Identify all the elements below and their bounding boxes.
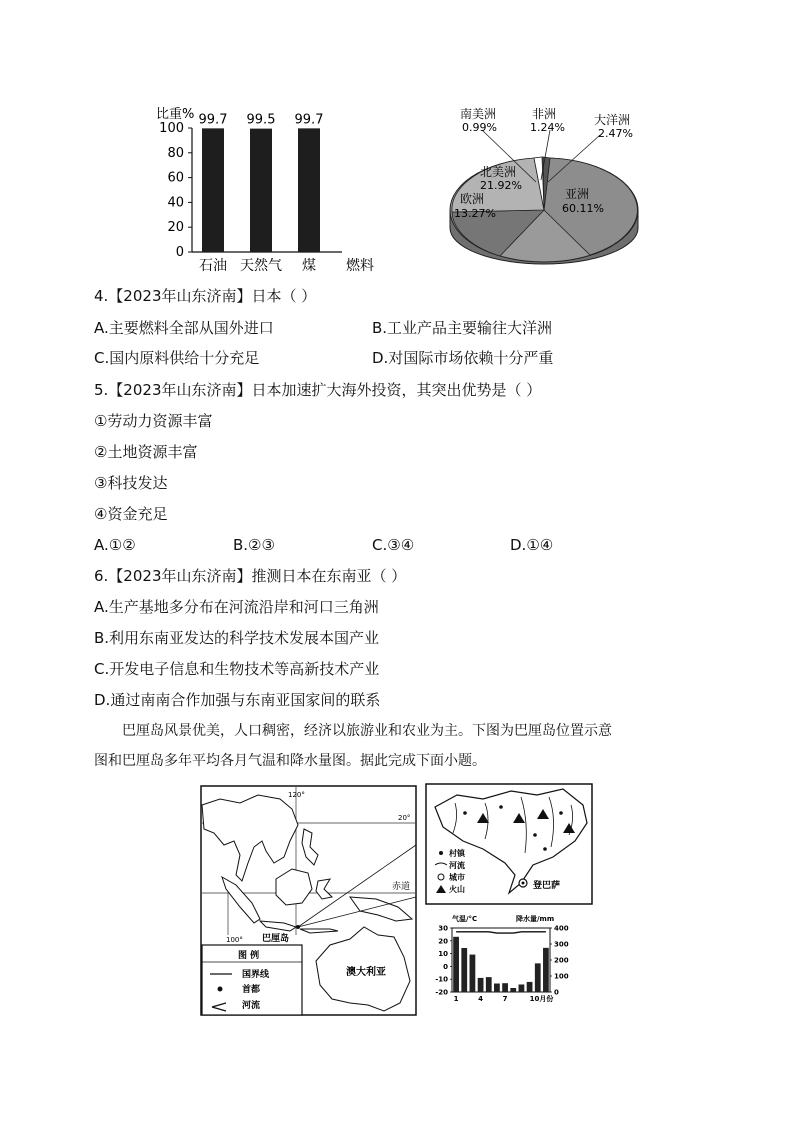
legend-river-label: 河流 bbox=[242, 1001, 261, 1011]
bar-ylabel: 比重% bbox=[156, 107, 195, 122]
q5-item-3: ③科技发达 bbox=[94, 474, 168, 492]
precip-bar-5 bbox=[486, 977, 492, 992]
climate-x-tick-label: 1 bbox=[453, 995, 459, 1003]
pie-value-oceania: 2.47% bbox=[598, 127, 633, 140]
bar-1 bbox=[250, 129, 272, 252]
bali-town bbox=[499, 805, 503, 809]
bar-xlabel: 燃料 bbox=[346, 258, 374, 274]
climate-right-tick-label: 300 bbox=[554, 940, 569, 949]
climate-x-tick-label: 4 bbox=[478, 995, 484, 1003]
bar-category-label: 煤 bbox=[302, 258, 316, 274]
bar-category-label: 石油 bbox=[199, 258, 227, 274]
map-label-lon100: 100° bbox=[226, 936, 243, 944]
bar-category-label: 天然气 bbox=[240, 258, 282, 274]
q6-option-c[interactable]: C.开发电子信息和生物技术等高新技术产业 bbox=[94, 660, 380, 678]
bar-0 bbox=[202, 128, 224, 252]
bali-climate-chart bbox=[428, 912, 588, 1016]
pie-label-asia: 亚洲 bbox=[565, 187, 590, 201]
precip-bar-7 bbox=[502, 983, 508, 992]
pie-value-north-america: 21.92% bbox=[480, 179, 522, 192]
q5-option-c[interactable]: C.③④ bbox=[372, 536, 415, 554]
map-label-lat20: 20° bbox=[398, 814, 411, 822]
bar-value-label: 99.5 bbox=[246, 112, 276, 128]
inset-legend-town-icon bbox=[439, 851, 443, 855]
bali-city-dot bbox=[522, 882, 525, 885]
climate-right-tick-label: 200 bbox=[554, 956, 569, 965]
climate-left-tick-label: 0 bbox=[443, 962, 448, 971]
passage-line-2: 图和巴厘岛多年平均各月气温和降水量图。据此完成下面小题。 bbox=[94, 753, 486, 769]
q6-stem: 6.【2023年山东济南】推测日本在东南亚（ ） bbox=[94, 567, 407, 585]
passage bbox=[94, 716, 704, 776]
bali-town bbox=[533, 833, 537, 837]
bali-town bbox=[463, 811, 467, 815]
precip-bar-12 bbox=[543, 948, 549, 992]
pie-value-africa: 1.24% bbox=[530, 121, 565, 134]
precip-bar-8 bbox=[510, 988, 516, 992]
precip-bar-1 bbox=[453, 937, 459, 992]
q5-item-2: ②土地资源丰富 bbox=[94, 443, 198, 461]
precip-bar-3 bbox=[470, 955, 476, 992]
precip-bar-10 bbox=[527, 982, 533, 992]
bali-city-label: 登巴萨 bbox=[533, 881, 561, 891]
pie-value-europe: 13.27% bbox=[454, 207, 496, 220]
pie-label-north-america: 北美洲 bbox=[480, 165, 517, 179]
q5-option-d[interactable]: D.①④ bbox=[510, 536, 554, 554]
q5-item-1: ①劳动力资源丰富 bbox=[94, 412, 213, 430]
legend-capital-label: 首都 bbox=[242, 985, 261, 995]
pie-value-asia: 60.11% bbox=[562, 202, 604, 215]
bali-town bbox=[559, 811, 563, 815]
climate-left-tick-label: 10 bbox=[438, 950, 448, 959]
q6-option-d[interactable]: D.通过南南合作加强与东南亚国家间的联系 bbox=[94, 691, 381, 709]
pie-label-europe: 欧洲 bbox=[460, 192, 485, 206]
inset-legend-city: 城市 bbox=[449, 873, 465, 882]
bar-value-label: 99.7 bbox=[294, 112, 324, 128]
pie-value-south-america: 0.99% bbox=[462, 121, 497, 134]
bali-island-inset bbox=[425, 783, 593, 905]
bar-ytick-label: 80 bbox=[167, 145, 184, 161]
bar-ytick-label: 100 bbox=[159, 121, 184, 136]
map-label-bali: 巴厘岛 bbox=[262, 934, 290, 944]
q4-option-a[interactable]: A.主要燃料全部从国外进口 bbox=[94, 319, 274, 337]
climate-left-tick-label: 20 bbox=[438, 937, 448, 946]
map-label-lon120: 120° bbox=[288, 791, 305, 799]
inset-legend-river: 河流 bbox=[449, 861, 465, 870]
passage-line-1: 巴厘岛风景优美，人口稠密，经济以旅游业和农业为主。下图为巴厘岛位置示意 bbox=[122, 723, 612, 739]
pie-label-oceania: 大洋洲 bbox=[594, 113, 631, 127]
legend-border-label: 国界线 bbox=[242, 970, 270, 980]
bar-value-label: 99.7 bbox=[198, 112, 228, 128]
q5-option-a[interactable]: A.①② bbox=[94, 536, 136, 554]
q4-option-c[interactable]: C.国内原料供给十分充足 bbox=[94, 349, 260, 367]
climate-x-tick-label: 10月份 bbox=[529, 995, 554, 1003]
legend-capital-icon bbox=[218, 987, 223, 992]
fuel-import-bar-chart bbox=[150, 100, 390, 275]
climate-right-tick-label: 400 bbox=[554, 924, 569, 933]
climate-ylabel-left: 气温/°C bbox=[452, 915, 478, 923]
bali-location-map bbox=[200, 785, 418, 1017]
q5-stem: 5.【2023年山东济南】日本加速扩大海外投资，其突出优势是（ ） bbox=[94, 381, 542, 399]
climate-ylabel-right: 降水量/mm bbox=[516, 915, 555, 923]
pie-label-south-america: 南美洲 bbox=[460, 107, 497, 121]
inset-legend-town: 村镇 bbox=[449, 849, 465, 858]
pie-label-africa: 非洲 bbox=[532, 107, 557, 121]
climate-left-tick-label: 30 bbox=[438, 924, 448, 933]
q4-stem: 4.【2023年山东济南】日本（ ） bbox=[94, 287, 317, 305]
inset-legend-volcano: 火山 bbox=[449, 885, 465, 894]
precip-bar-6 bbox=[494, 984, 500, 992]
precip-bar-2 bbox=[461, 948, 467, 992]
precip-bar-9 bbox=[519, 984, 525, 992]
q5-item-4: ④资金充足 bbox=[94, 505, 168, 523]
q5-option-b[interactable]: B.②③ bbox=[233, 536, 275, 554]
bar-ytick-label: 0 bbox=[175, 245, 184, 260]
bar-ytick-label: 60 bbox=[167, 170, 184, 186]
precip-bar-11 bbox=[535, 963, 541, 992]
bar-2 bbox=[298, 128, 320, 252]
bar-ytick-label: 40 bbox=[167, 195, 184, 211]
bali-town bbox=[543, 847, 547, 851]
precip-bar-4 bbox=[478, 978, 484, 992]
inset-legend-city-icon bbox=[438, 874, 444, 880]
climate-left-tick-label: -10 bbox=[435, 975, 448, 984]
q4-option-d[interactable]: D.对国际市场依赖十分严重 bbox=[372, 349, 554, 367]
map-label-australia: 澳大利亚 bbox=[346, 967, 386, 978]
bar-ytick-label: 20 bbox=[167, 220, 184, 236]
export-destination-pie-chart bbox=[430, 100, 660, 265]
q4-option-b[interactable]: B.工业产品主要输往大洋洲 bbox=[372, 319, 553, 337]
climate-x-tick-label: 7 bbox=[502, 995, 508, 1003]
climate-left-tick-label: -20 bbox=[435, 988, 448, 997]
map-label-equator: 赤道 bbox=[392, 882, 411, 892]
map-legend-title: 图 例 bbox=[238, 951, 260, 961]
climate-right-tick-label: 0 bbox=[554, 988, 559, 997]
q6-option-a[interactable]: A.生产基地多分布在河流沿岸和河口三角洲 bbox=[94, 598, 379, 616]
climate-right-tick-label: 100 bbox=[554, 972, 569, 981]
q6-option-b[interactable]: B.利用东南亚发达的科学技术发展本国产业 bbox=[94, 629, 380, 647]
